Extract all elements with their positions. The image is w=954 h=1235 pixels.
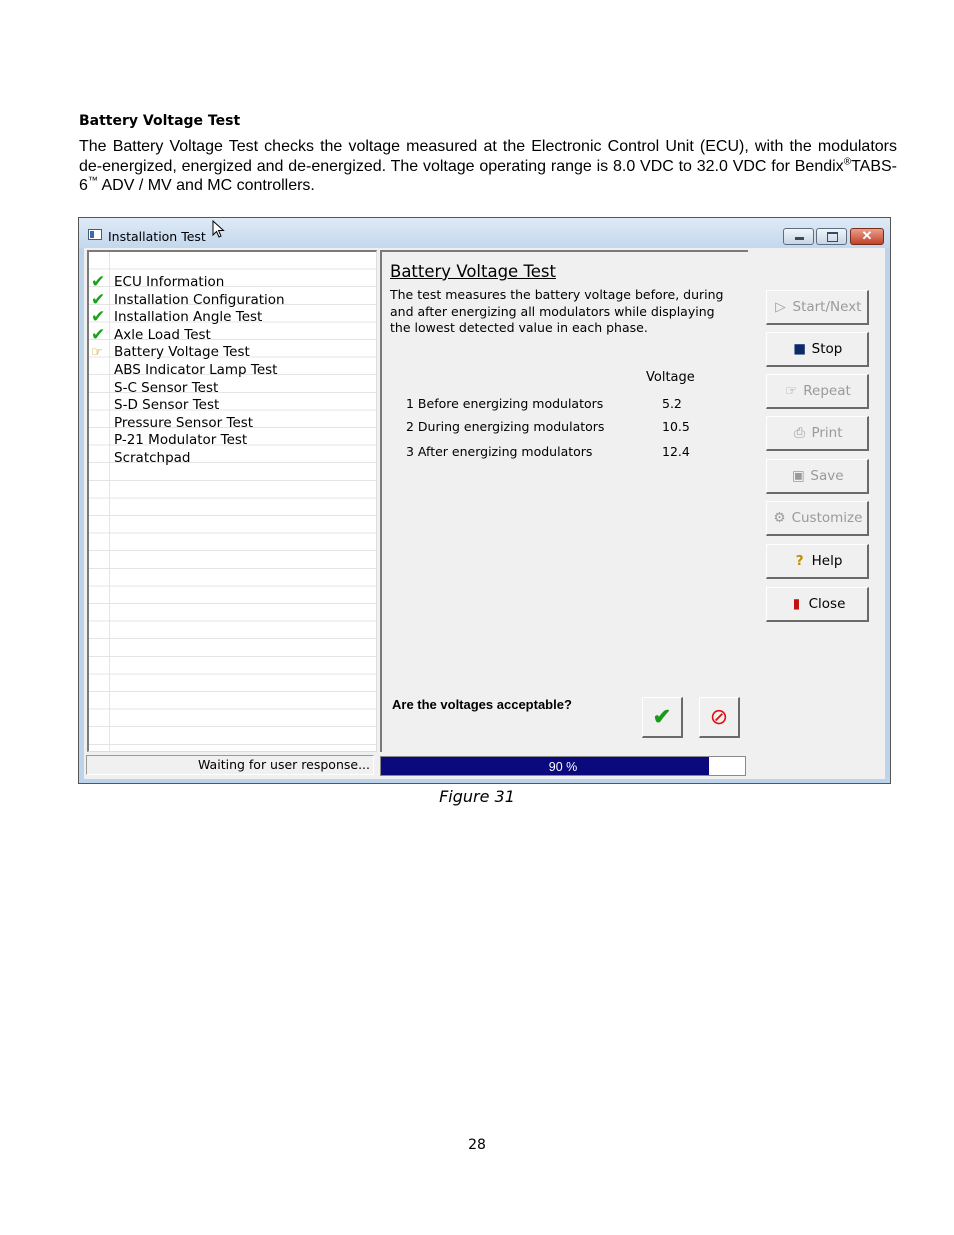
button-label: Close: [808, 596, 846, 612]
stop-button[interactable]: [766, 332, 869, 367]
pointing-hand-icon: ☞: [91, 345, 103, 361]
close-window-button[interactable]: [850, 228, 884, 245]
printer-icon: ⎙: [794, 425, 805, 441]
customize-button[interactable]: [766, 501, 869, 536]
voltage-value: 5.2: [662, 396, 682, 411]
close-button[interactable]: [766, 587, 869, 622]
window-title: Installation Test: [108, 229, 206, 244]
voltage-column-header: Voltage: [646, 370, 695, 385]
test-list-item[interactable]: [89, 324, 376, 345]
help-button[interactable]: [766, 544, 869, 579]
test-list-item[interactable]: [89, 309, 376, 327]
installation-test-window: [78, 217, 891, 784]
status-empty: [91, 432, 109, 449]
test-label: S-D Sensor Test: [114, 397, 220, 414]
save-button[interactable]: [766, 459, 869, 494]
close-icon: ✕: [861, 228, 873, 243]
button-label: Print: [811, 425, 843, 441]
play-icon: ▷: [775, 299, 786, 315]
test-label: S-C Sensor Test: [114, 379, 219, 396]
button-label: Save: [810, 468, 844, 484]
button-label: Start/Next: [792, 299, 862, 315]
acceptance-question: Are the voltages acceptable?: [392, 697, 572, 712]
status-empty: [91, 397, 109, 414]
test-detail-pane: [380, 250, 748, 752]
status-empty: [91, 450, 109, 467]
help-icon: ?: [795, 553, 804, 569]
body-paragraph: The Battery Voltage Test checks the voltage measured at the Electronic Control Unit (ECU), with the modulators de-energized, energized and de-energized. The voltage operating range is 8.0 VDC to 32.0 VDC for Bendix®TABS-6™ ADV / MV and MC controllers.: [79, 138, 897, 194]
voltage-row: [406, 396, 682, 411]
start-next-button[interactable]: [766, 290, 869, 325]
test-label: Installation Configuration: [114, 291, 285, 308]
title-bar[interactable]: [79, 218, 890, 248]
section-heading: Battery Voltage Test: [79, 113, 241, 129]
progress-bar: [380, 756, 746, 776]
app-icon: [88, 229, 102, 240]
checkmark-icon: ✔: [91, 307, 106, 328]
checkmark-icon: ✔: [91, 272, 106, 292]
floppy-icon: ▣: [792, 468, 805, 484]
checkmark-icon: ✔: [91, 289, 106, 310]
test-list-item[interactable]: [89, 450, 376, 468]
stop-icon: ■: [793, 341, 807, 357]
test-list-item[interactable]: [89, 344, 376, 362]
maximize-button[interactable]: [816, 228, 847, 245]
button-label: Stop: [811, 341, 843, 357]
status-empty: [91, 362, 109, 379]
test-list-panel[interactable]: [87, 250, 377, 752]
test-label: P-21 Modulator Test: [114, 432, 248, 449]
test-list-item[interactable]: [89, 362, 376, 380]
voltage-value: 12.4: [662, 444, 690, 459]
minimize-button[interactable]: [783, 228, 814, 245]
checkmark-icon: ✔: [91, 324, 106, 345]
test-label: ECU Information: [114, 274, 225, 290]
test-label: Scratchpad: [114, 449, 191, 466]
figure-caption: Figure 31: [439, 787, 515, 806]
test-label: Installation Angle Test: [114, 309, 263, 326]
test-list-item[interactable]: [89, 432, 376, 450]
test-list: [89, 274, 376, 468]
status-empty: [91, 380, 109, 397]
reject-button[interactable]: [699, 697, 740, 738]
test-label: Axle Load Test: [114, 326, 211, 343]
accept-button[interactable]: [642, 697, 683, 738]
test-list-item[interactable]: [89, 380, 376, 398]
voltage-row: [406, 444, 690, 459]
progress-label: 90 %: [548, 760, 578, 774]
test-label: Battery Voltage Test: [114, 344, 250, 361]
test-list-item[interactable]: [89, 289, 376, 310]
repeat-button[interactable]: [766, 374, 869, 409]
phase-label: 3 After energizing modulators: [406, 444, 593, 459]
test-list-item[interactable]: [89, 415, 376, 433]
window-client-area: [84, 248, 885, 779]
test-label: Pressure Sensor Test: [114, 414, 254, 431]
test-list-item[interactable]: [89, 274, 376, 292]
hand-repeat-icon: ☞: [785, 383, 798, 399]
close-door-icon: ▮: [792, 596, 801, 612]
button-label: Customize: [791, 510, 863, 526]
phase-label: 1 Before energizing modulators: [406, 396, 604, 411]
button-label: Help: [811, 553, 843, 569]
test-title: Battery Voltage Test: [390, 262, 556, 281]
status-message: Waiting for user response...: [86, 755, 374, 775]
test-description: The test measures the battery voltage before, during and after energizing all modulators while displaying the lowest detected value in each phase.: [390, 287, 724, 335]
print-button[interactable]: [766, 416, 869, 451]
customize-icon: ⚙: [773, 510, 786, 526]
voltage-row: [406, 419, 690, 434]
status-empty: [91, 415, 109, 432]
voltage-value: 10.5: [662, 419, 690, 434]
test-list-item[interactable]: [89, 397, 376, 415]
test-label: ABS Indicator Lamp Test: [114, 361, 278, 378]
checkmark-icon: ✔: [652, 704, 672, 729]
page-number: 28: [468, 1137, 486, 1153]
mouse-cursor-icon: [212, 220, 226, 238]
cancel-icon: ⊘: [709, 704, 729, 729]
phase-label: 2 During energizing modulators: [406, 419, 605, 434]
button-label: Repeat: [803, 383, 851, 399]
